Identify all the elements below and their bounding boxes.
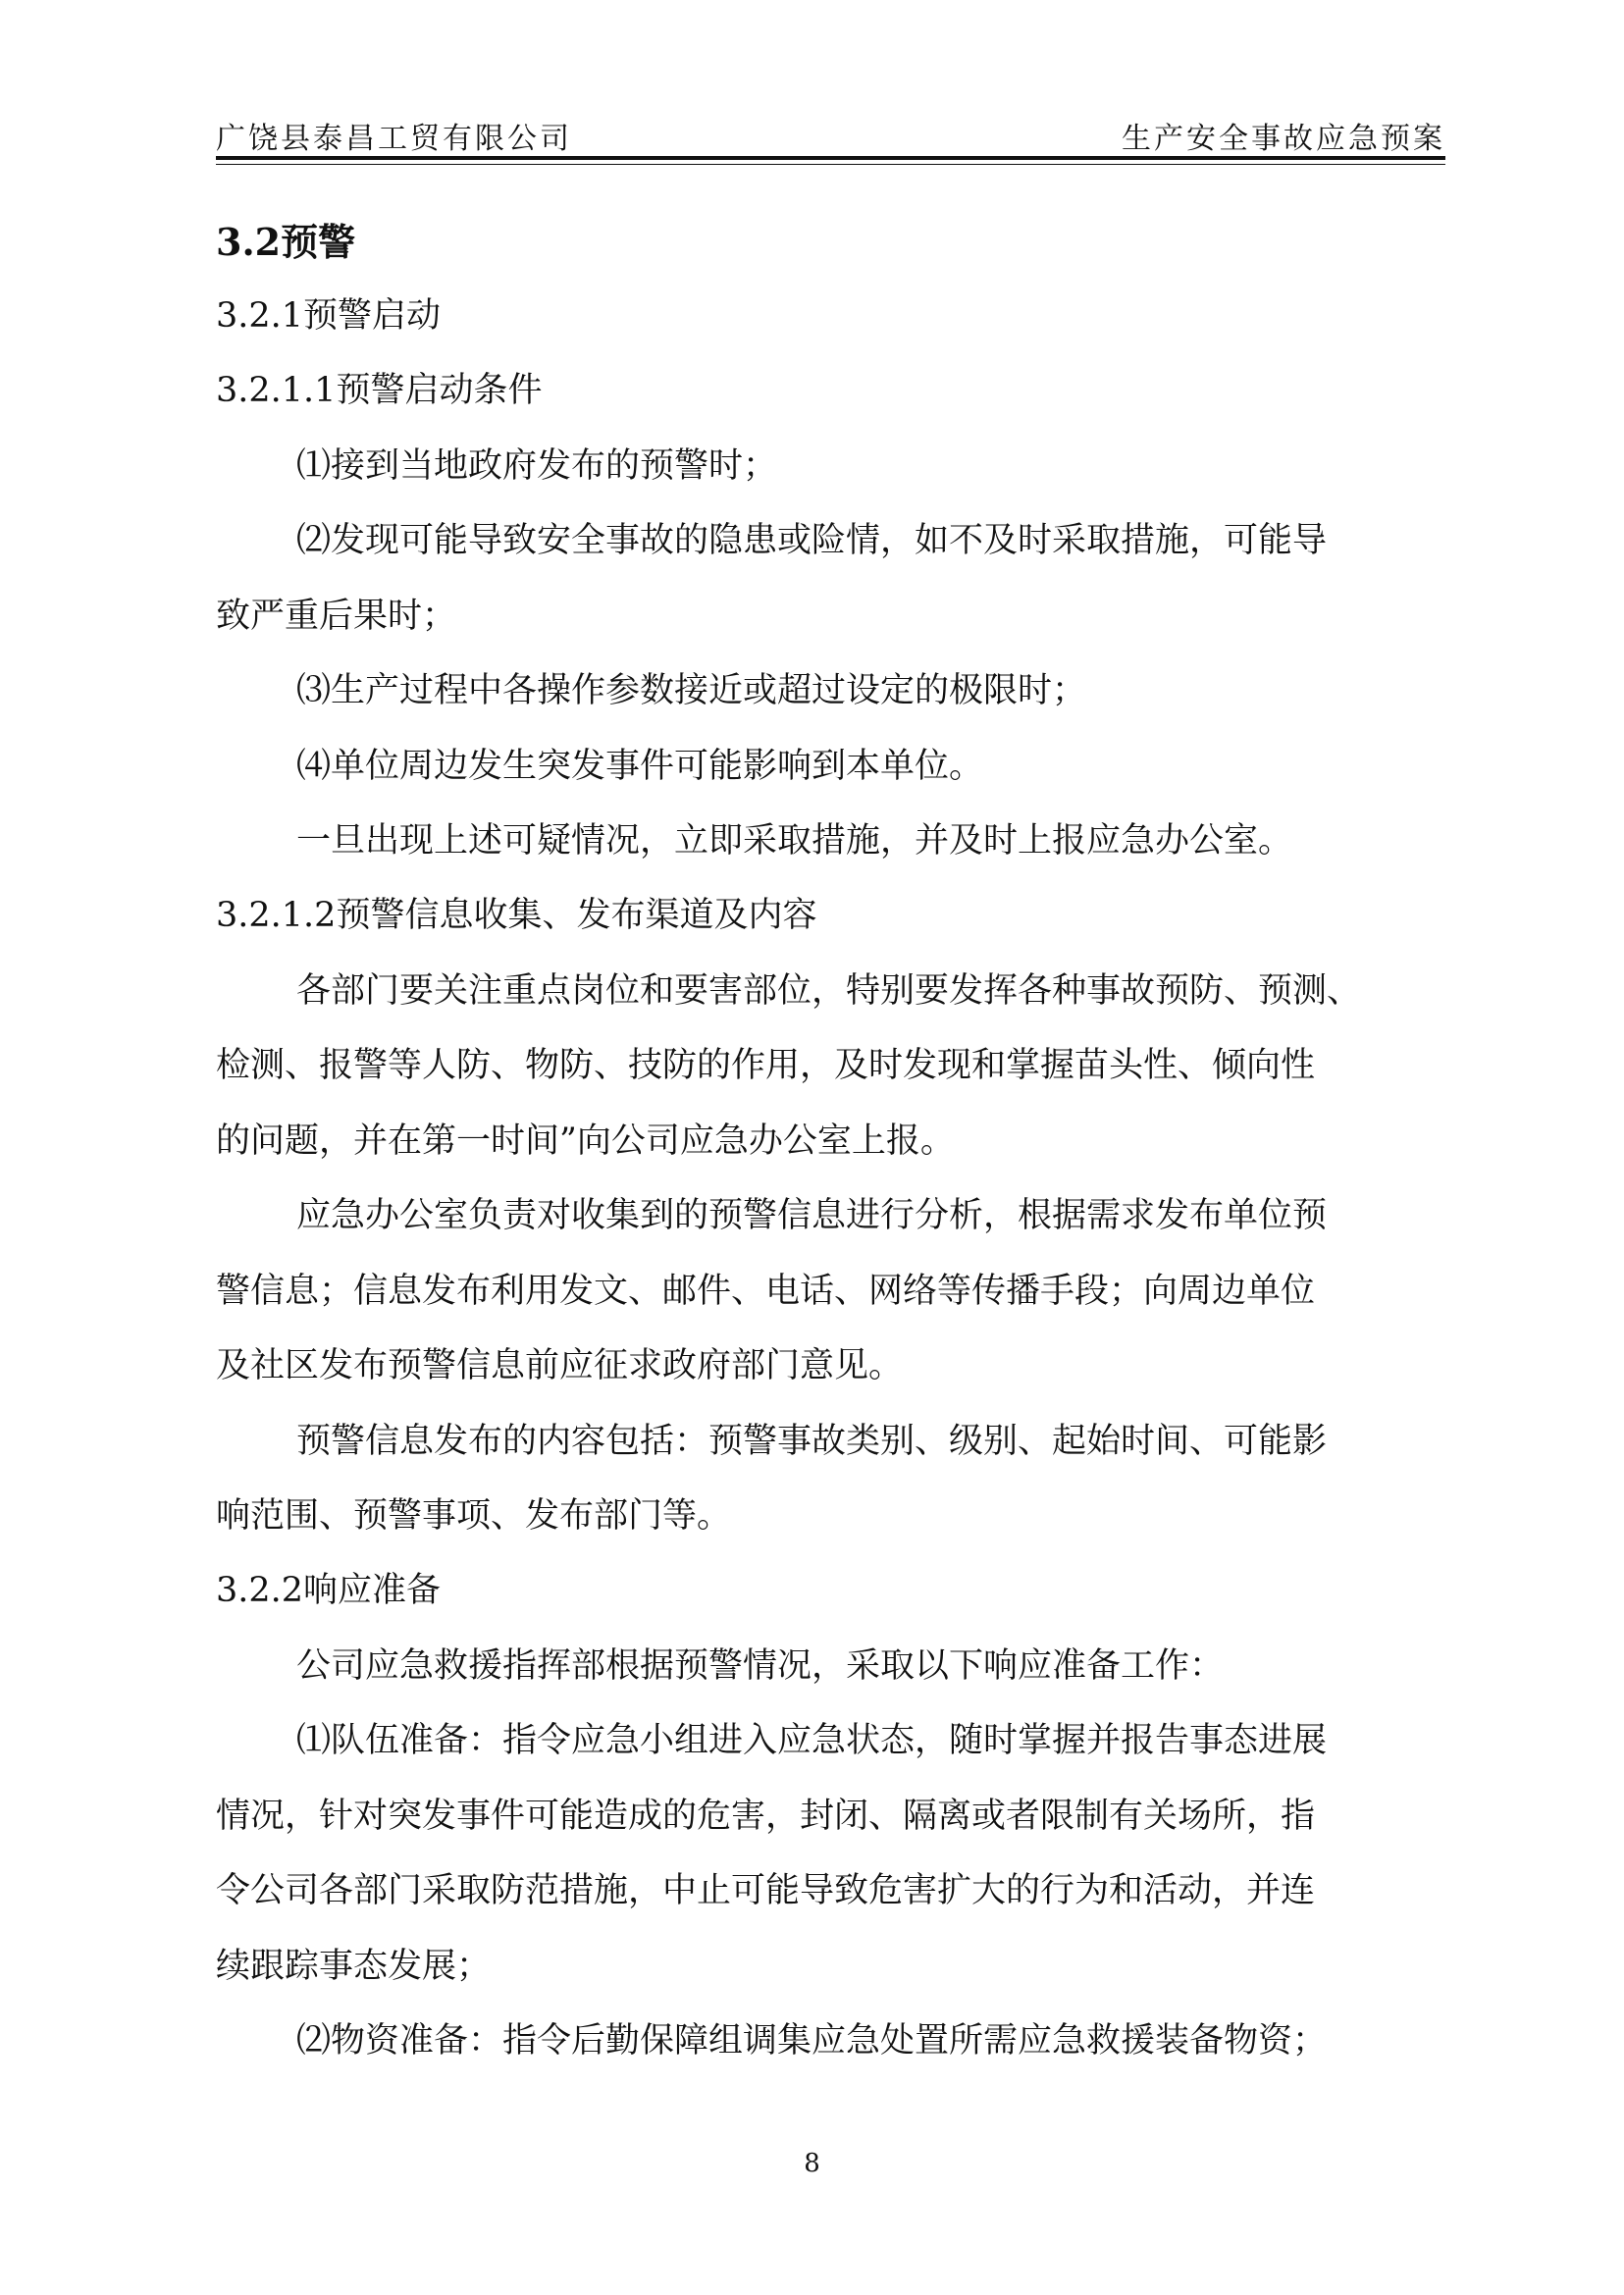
paragraph-line: 令公司各部门采取防范措施，中止可能导致危害扩大的行为和活动，并连 bbox=[216, 1871, 1316, 1910]
subsubsection-heading: 3.2.1.1预警启动条件 bbox=[216, 371, 543, 410]
paragraph-line: 响范围、预警事项、发布部门等。 bbox=[216, 1496, 732, 1536]
paragraph-line: 警信息；信息发布利用发文、邮件、电话、网络等传播手段；向周边单位 bbox=[216, 1272, 1316, 1311]
subsubsection-heading: 3.2.1.2预警信息收集、发布渠道及内容 bbox=[216, 896, 817, 935]
paragraph-line: 致严重后果时； bbox=[216, 597, 457, 636]
list-item: ⑶生产过程中各操作参数接近或超过设定的极限时； bbox=[296, 671, 1087, 710]
list-item: ⑵物资准备：指令后勤保障组调集应急处置所需应急救援装备物资； bbox=[296, 2021, 1328, 2060]
list-item: ⑷单位周边发生突发事件可能影响到本单位。 bbox=[296, 747, 984, 786]
header-company-name: 广饶县泰昌工贸有限公司 bbox=[216, 122, 572, 156]
paragraph-line: 应急办公室负责对收集到的预警信息进行分析，根据需求发布单位预 bbox=[296, 1196, 1328, 1235]
paragraph-line: 预警信息发布的内容包括：预警事故类别、级别、起始时间、可能影 bbox=[296, 1422, 1328, 1461]
paragraph-line: 及社区发布预警信息前应征求政府部门意见。 bbox=[216, 1346, 904, 1385]
paragraph-line: 检测、报警等人防、物防、技防的作用，及时发现和掌握苗头性、倾向性 bbox=[216, 1046, 1316, 1085]
list-item: ⑴接到当地政府发布的预警时； bbox=[296, 446, 778, 486]
list-item: ⑴队伍准备：指令应急小组进入应急状态，随时掌握并报告事态进展 bbox=[296, 1721, 1328, 1760]
paragraph-line: 一旦出现上述可疑情况，立即采取措施，并及时上报应急办公室。 bbox=[296, 821, 1293, 861]
list-item: ⑵发现可能导致安全事故的隐患或险情，如不及时采取措施，可能导 bbox=[296, 521, 1328, 560]
paragraph-line: 各部门要关注重点岗位和要害部位，特别要发挥各种事故预防、预测、 bbox=[296, 971, 1362, 1011]
page-number: 8 bbox=[804, 2149, 820, 2178]
subsection-heading: 3.2.2响应准备 bbox=[216, 1571, 442, 1610]
header-rule-thin bbox=[216, 164, 1445, 165]
subsection-heading: 3.2.1预警启动 bbox=[216, 296, 442, 336]
paragraph-line: 公司应急救援指挥部根据预警情况，采取以下响应准备工作： bbox=[296, 1646, 1225, 1686]
page-header bbox=[216, 110, 1445, 155]
paragraph-line: 的问题，并在第一时间”向公司应急办公室上报。 bbox=[216, 1121, 955, 1161]
header-document-title: 生产安全事故应急预案 bbox=[1122, 122, 1445, 156]
section-heading: 3.2预警 bbox=[216, 220, 356, 264]
paragraph-line: 续跟踪事态发展； bbox=[216, 1947, 492, 1986]
header-rule-thick bbox=[216, 156, 1445, 160]
paragraph-line: 情况，针对突发事件可能造成的危害，封闭、隔离或者限制有关场所，指 bbox=[216, 1797, 1316, 1836]
